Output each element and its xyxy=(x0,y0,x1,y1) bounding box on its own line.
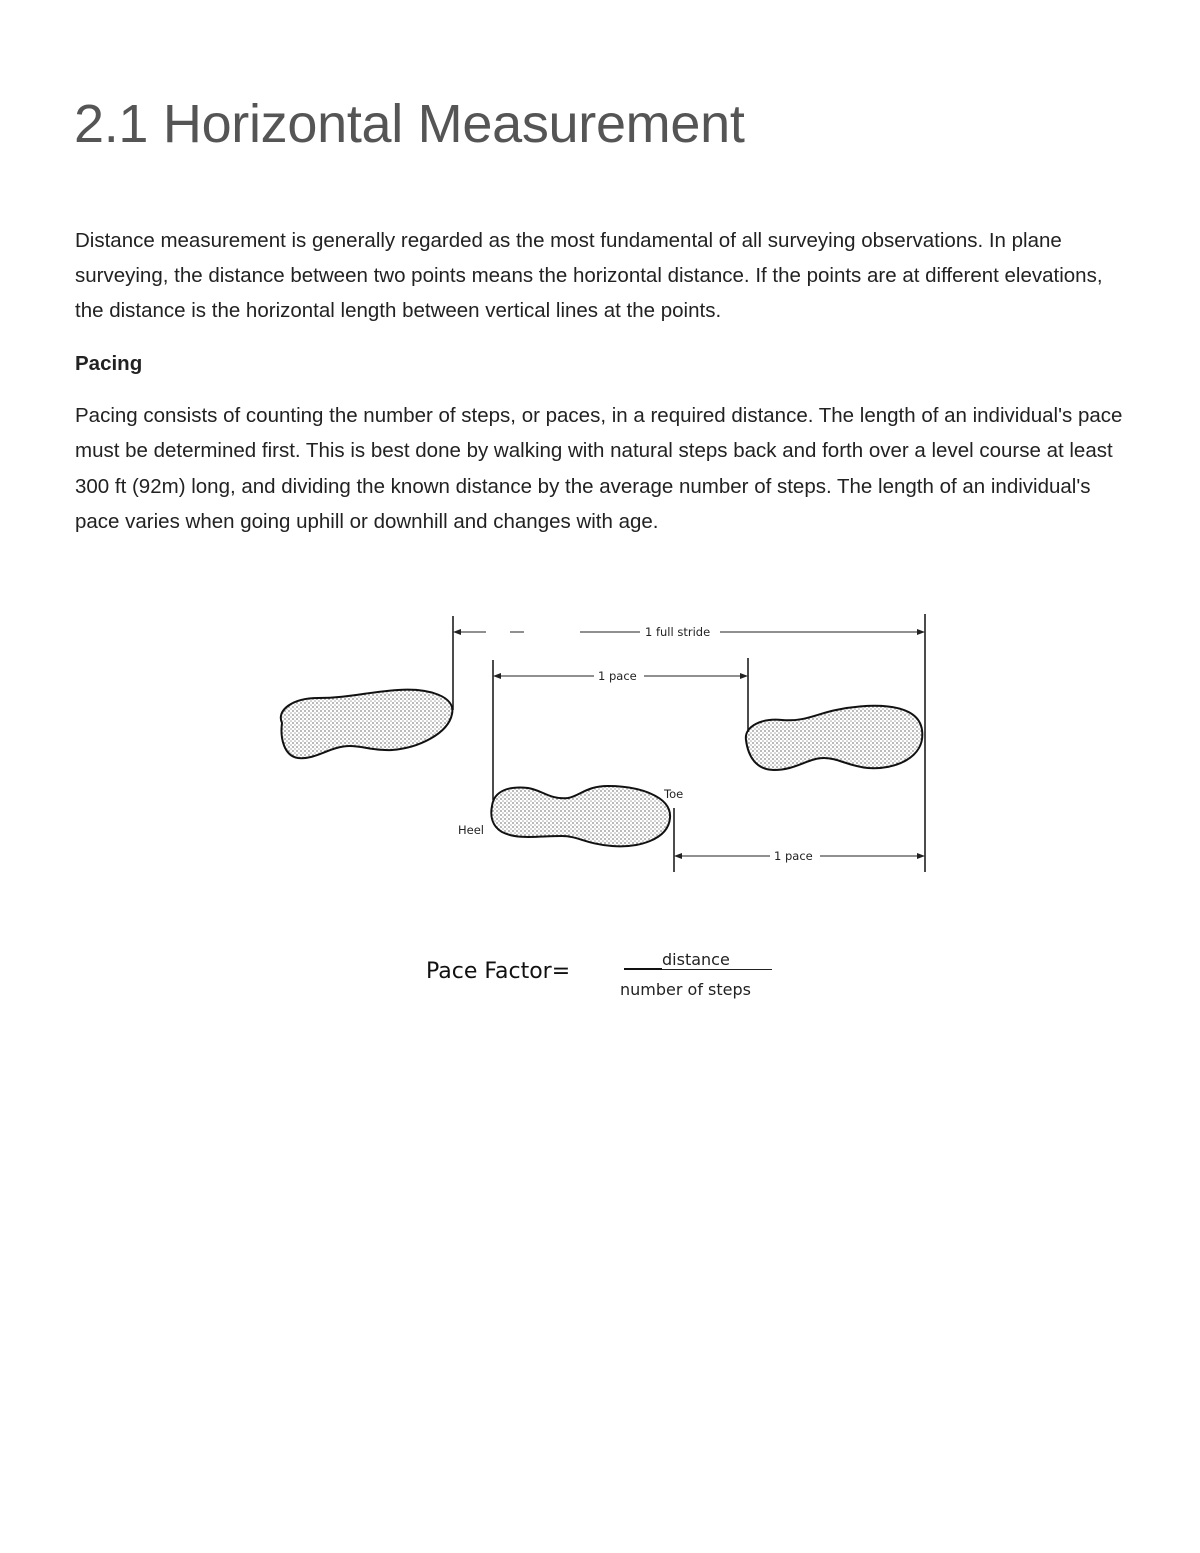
fraction-bar xyxy=(624,968,662,970)
heel-label: Heel xyxy=(458,823,484,837)
page-title: 2.1 Horizontal Measurement xyxy=(74,94,745,154)
formula-denominator: number of steps xyxy=(620,980,751,999)
pacing-diagram xyxy=(268,610,933,880)
footprint-right xyxy=(746,706,922,770)
intro-paragraph: Distance measurement is generally regarded as the most fundamental of all surveying observations. In plane surveying, the distance between two points means the horizontal distance. If the points are at different elevations, the distance is the horizontal length between vertical lines at the points. xyxy=(75,229,1103,322)
formula-numerator: distance xyxy=(662,950,730,969)
toe-label: Toe xyxy=(664,787,684,801)
stride-label: 1 full stride xyxy=(645,625,711,639)
formula-lhs: Pace Factor= xyxy=(426,959,571,984)
footprint-left xyxy=(281,690,453,758)
pace-label-bottom: 1 pace xyxy=(774,849,813,863)
pace-factor-formula xyxy=(426,944,806,1014)
pace-label-top: 1 pace xyxy=(598,669,637,683)
section-heading-pacing: Pacing xyxy=(75,352,143,375)
footprint-middle xyxy=(491,786,670,846)
pacing-paragraph: Pacing consists of counting the number of steps, or paces, in a required distance. The length of an individual's pace must be determined first. This is best done by walking with natural steps back and forth over a level course at least 300 ft (92m) long, and dividing the known distance by the average number of steps. The length of an individual's pace varies when going uphill or downhill and changes with age. xyxy=(75,404,1123,533)
